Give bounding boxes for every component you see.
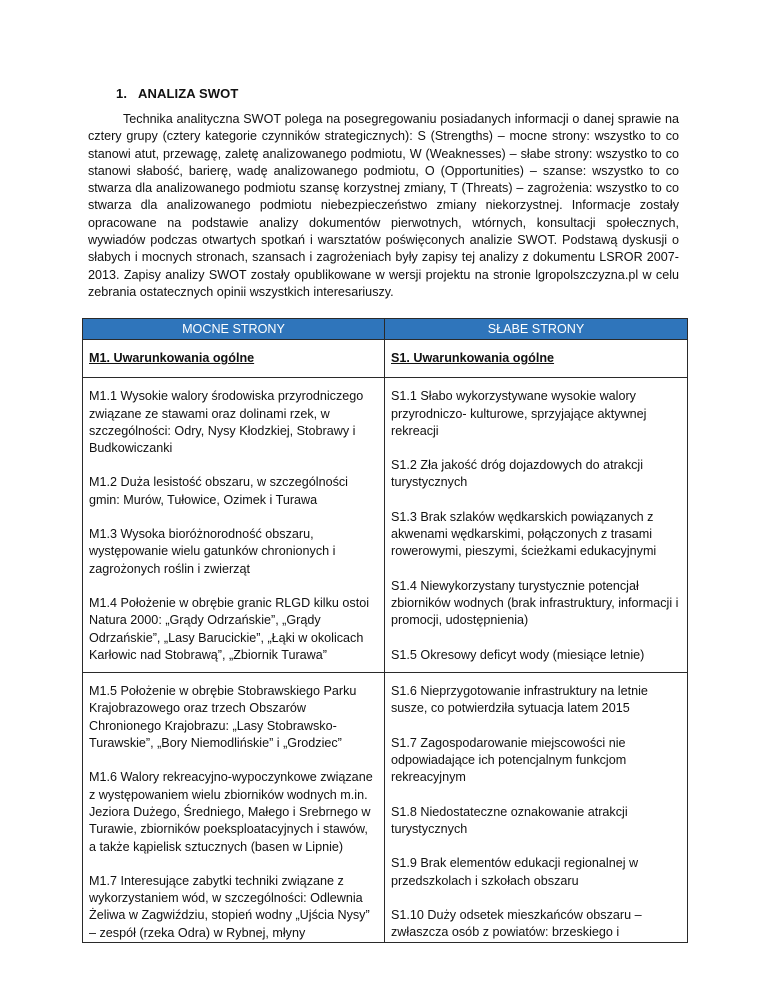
weaknesses-cell-b [385, 673, 688, 943]
section-title-row [83, 340, 688, 378]
intro-text: Technika analityczna SWOT polega na posegregowaniu posiadanych informacji o danej sprawie na cztery grupy (cztery kategorie czynników strategicznych): S (Strengths) – mocne strony: wszystko to co stanowi atut, przewagę, zaletę analizowanego podmiotu, W (Weaknesses) – słabe strony: wszystko to co stanowi słabość, barierę, wadę analizowanego podmiotu, O (Opportunities) – szanse: wszystko to co stwarza dla analizowanego podmiotu szansę korzystnej zmiany, T (Threats) – zagrożenia: wszystko to co stwarza dla analizowanego podmiotu niebezpieczeństwo zmiany niekorzystnej. Informacje zostały opracowane na podstawie analizy dokumentów pierwotnych, wtórnych, konsultacji społecznych, wywiadów podczas otwartych spotkań i warsztatów poświęconych analizie SWOT. Podstawą dyskusji o słabych i mocnych stronach, szansach i zagrożeniach były zapisy tej analizy z dokumentu LSROR 2007-2013. Zapisy analizy SWOT zostały opublikowane w wersji projektu na stronie lgropolszczyzna.pl w celu zebrania ostatecznych opinii wszystkich interesariuszy. [88, 112, 679, 299]
strength-item: M1.5 Położenie w obrębie Stobrawskiego Parku Krajobrazowego oraz trzech Obszarów Chronionego Krajobrazu: „Lasy Stobrawsko-Turawskie”, „Bory Niemodlińskie” i „Grodziec” [89, 684, 357, 751]
strength-item: M1.7 Interesujące zabytki techniki związane z wykorzystaniem wód, w szczególności: Odlewnia Żeliwa w Zagwiździu, stopień wodny „Ujścia Nysy” – zespół (rzeka Odra) w Rybnej, młyny [89, 873, 370, 940]
strength-item: M1.4 Położenie w obrębie granic RLGD kilku ostoi Natura 2000: „Grądy Odrzańskie”, „Grądy Odrzańskie”, „Lasy Barucickie”, „Łąki w okolicach Karłowic nad Stobrawą”, „Zbiornik Turawa” [89, 595, 369, 662]
weakness-item: S1.6 Nieprzygotowanie infrastruktury na letnie susze, co potwierdziła sytuacja latem 2015 [391, 684, 648, 716]
strengths-cell-a [83, 378, 385, 673]
weakness-item: S1.7 Zagospodarowanie miejscowości nie odpowiadające ich potencjalnym funkcjom rekreacyjnym [391, 735, 627, 785]
weaknesses-section-title: S1. Uwarunkowania ogólne [391, 351, 555, 365]
swot-table [82, 318, 688, 943]
section-heading [116, 86, 238, 101]
strength-item: M1.2 Duża lesistość obszaru, w szczególności gmin: Murów, Tułowice, Ozimek i Turawa [89, 475, 348, 507]
weaknesses-cell-a [385, 378, 688, 673]
weakness-item: S1.10 Duży odsetek mieszkańców obszaru – zwłaszcza osób z powiatów: brzeskiego i [391, 907, 642, 940]
weaknesses-header: SŁABE STRONY [385, 319, 688, 340]
weakness-item: S1.3 Brak szlaków wędkarskich powiązanych z akwenami wędkarskimi, połączonych z trasami rowerowymi, pieszymi, ścieżkami edukacyjnymi [391, 509, 657, 559]
weakness-item: S1.1 Słabo wykorzystywane wysokie walory przyrodniczo- kulturowe, sprzyjające aktywnej rekreacji [391, 389, 647, 438]
strengths-section-title: M1. Uwarunkowania ogólne [89, 351, 255, 365]
weakness-item: S1.9 Brak elementów edukacji regionalnej w przedszkolach i szkołach obszaru [391, 856, 639, 888]
weaknesses-section-cell [385, 340, 688, 378]
swot-row-b [83, 673, 688, 943]
strength-item: M1.3 Wysoka bioróżnorodność obszaru, występowanie wielu gatunków chronionych i zagrożonych roślin i zwierząt [89, 527, 336, 576]
strength-item: M1.6 Walory rekreacyjno-wypoczynkowe związane z występowaniem wielu zbiorników wodnych m.in. Jeziora Dużego, Średniego, Małego i Srebrnego w Turawie, zbiorników poeksploatacyjnych i stawów, a także kąpielisk sztucznych (basen w Lipnie) [89, 770, 373, 854]
weakness-item: S1.8 Niedostateczne oznakowanie atrakcji turystycznych [391, 804, 628, 836]
weakness-item: S1.4 Niewykorzystany turystycznie potencjał zbiorników wodnych (brak infrastruktury, informacji i promocji, udostępnienia) [391, 578, 679, 628]
swot-row-a [83, 378, 688, 673]
strengths-section-cell [83, 340, 385, 378]
weakness-item: S1.2 Zła jakość dróg dojazdowych do atrakcji turystycznych [391, 458, 644, 490]
strength-item: M1.1 Wysokie walory środowiska przyrodniczego związane ze stawami oraz dolinami rzek, w szczególności: Odry, Nysy Kłodzkiej, Stobrawy i Budkowiczanki [89, 389, 364, 456]
weakness-item: S1.5 Okresowy deficyt wody (miesiące letnie) [391, 647, 645, 662]
strengths-header: MOCNE STRONY [83, 319, 385, 340]
strengths-cell-b [83, 673, 385, 943]
section-number: 1. [116, 86, 128, 101]
intro-paragraph [88, 111, 679, 301]
section-title: ANALIZA SWOT [138, 86, 239, 101]
swot-header-row [83, 319, 688, 340]
